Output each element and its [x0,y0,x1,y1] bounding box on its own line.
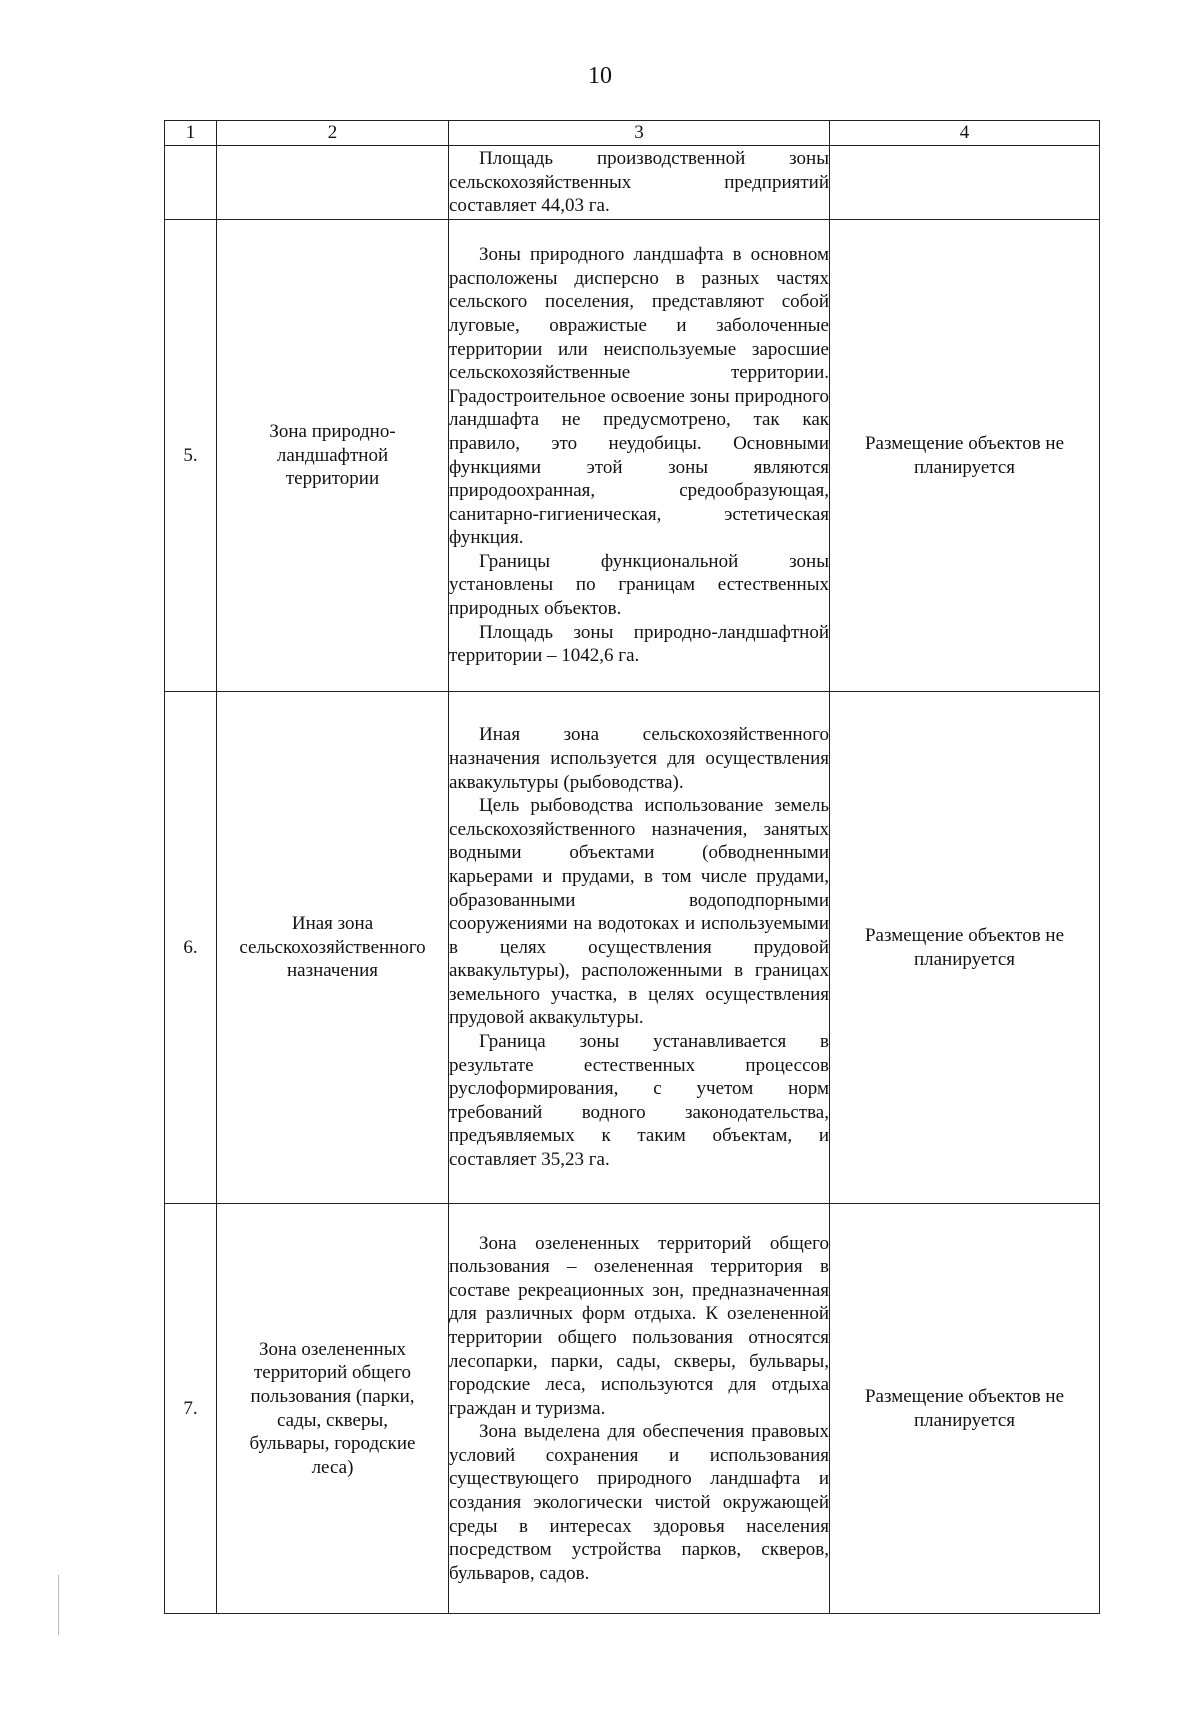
zone-description-cell [449,146,830,220]
table-row [165,1204,1100,1614]
placement-plan-line: Размещение объектов не [864,1385,1065,1407]
placement-plan-line: планируется [913,948,1016,970]
placement-plan-line: планируется [913,1409,1016,1431]
zone-name-line: Иная зона [291,913,374,935]
zone-name-line: ландшафтной [276,444,389,466]
zone-name-line: Зона природно- [269,421,396,443]
zone-name-line: леса) [311,1456,354,1478]
description-paragraph: Площадь производственной зоны сельскохозяйственных предприятий составляет 44,03 га. [449,148,829,217]
zone-name-line: Зона озелененных [259,1338,406,1360]
zones-table [164,120,1100,1614]
zone-description-cell [449,220,830,692]
zone-name-line: назначения [286,960,378,982]
zone-name-line: территории [285,468,380,490]
header-col-3: 3 [449,121,830,146]
scan-margin-line [58,1575,59,1635]
description-paragraph: Границы функциональной зоны установлены по границам естественных природных объектов. [449,550,829,620]
row-number: 6. [165,692,217,1204]
description-paragraph: Зона выделена для обеспечения правовых условий сохранения и использования существующего природного ландшафта и создания экологически чистой окружающей среды в интересах здоровья населения посредством устройства парков, скверов, бульваров, садов. [449,1421,829,1584]
page-number: 10 [588,63,612,89]
zone-name-cell [217,1204,449,1614]
table-row [165,146,1100,220]
placement-plan-line: планируется [913,456,1016,478]
description-paragraph: Граница зоны устанавливается в результате естественных процессов руслоформирования, с учетом норм требований водного законодательства, предъявляемых к таким объектам, и составляет 35,23 га. [449,1031,829,1171]
description-paragraph: Иная зона сельскохозяйственного назначения используется для осуществления аквакультуры (рыбоводства). [449,724,829,793]
zone-description-cell [449,1204,830,1614]
placement-plan-cell [830,692,1100,1204]
row-number: 7. [165,1204,217,1614]
zone-name-cell [217,146,449,220]
placement-plan-cell [830,220,1100,692]
zone-name-cell [217,220,449,692]
zone-description-cell [449,692,830,1204]
placement-plan-line: Размещение объектов не [864,432,1065,454]
zone-name-line: бульвары, городские [249,1433,416,1455]
zone-name-line: территорий общего [253,1362,412,1384]
zone-name-cell [217,692,449,1204]
description-paragraph: Зона озелененных территорий общего пользования – озелененная территория в составе рекреационных зон, предназначенная для различных форм отдыха. К озелененной территории общего пользования относятся лесопарки, парки, сады, скверы, бульвары, городские леса, используются для отдыха граждан и туризма. [449,1232,829,1419]
table-row [165,220,1100,692]
table-row [165,692,1100,1204]
row-number [165,146,217,220]
zone-name-line: сады, скверы, [276,1409,388,1431]
header-col-2: 2 [217,121,449,146]
description-paragraph: Площадь зоны природно-ландшафтной территории – 1042,6 га. [449,621,829,667]
placement-plan-cell [830,1204,1100,1614]
header-col-1: 1 [165,121,217,146]
table-header-row [165,121,1100,146]
zone-name-line: пользования (парки, [250,1385,415,1407]
row-number: 5. [165,220,217,692]
description-paragraph: Зоны природного ландшафта в основном расположены дисперсно в разных частях сельского поселения, представляют собой луговые, овражистые и заболоченные территории или неиспользуемые заросшие сельскохозяйственные территории. Градостроительное освоение зоны природного ландшафта не предусмотрено, так как правило, это неудобицы. Основными функциями этой зоны являются природоохранная, средообразующая, санитарно-гигиеническая, эстетическая функция. [449,244,829,549]
placement-plan-line: Размещение объектов не [864,924,1065,946]
description-paragraph: Цель рыбоводства использование земель сельскохозяйственного назначения, занятых водными объектами (обводненными карьерами и прудами, в том числе прудами, образованными водоподпорными сооружениями на водотоках и используемыми в целях осуществления прудовой аквакультуры), расположенными в границах земельного участка, в целях осуществления прудовой аквакультуры. [449,795,829,1029]
header-col-4: 4 [830,121,1100,146]
zone-name-line: сельскохозяйственного [239,936,426,958]
placement-plan-cell [830,146,1100,220]
